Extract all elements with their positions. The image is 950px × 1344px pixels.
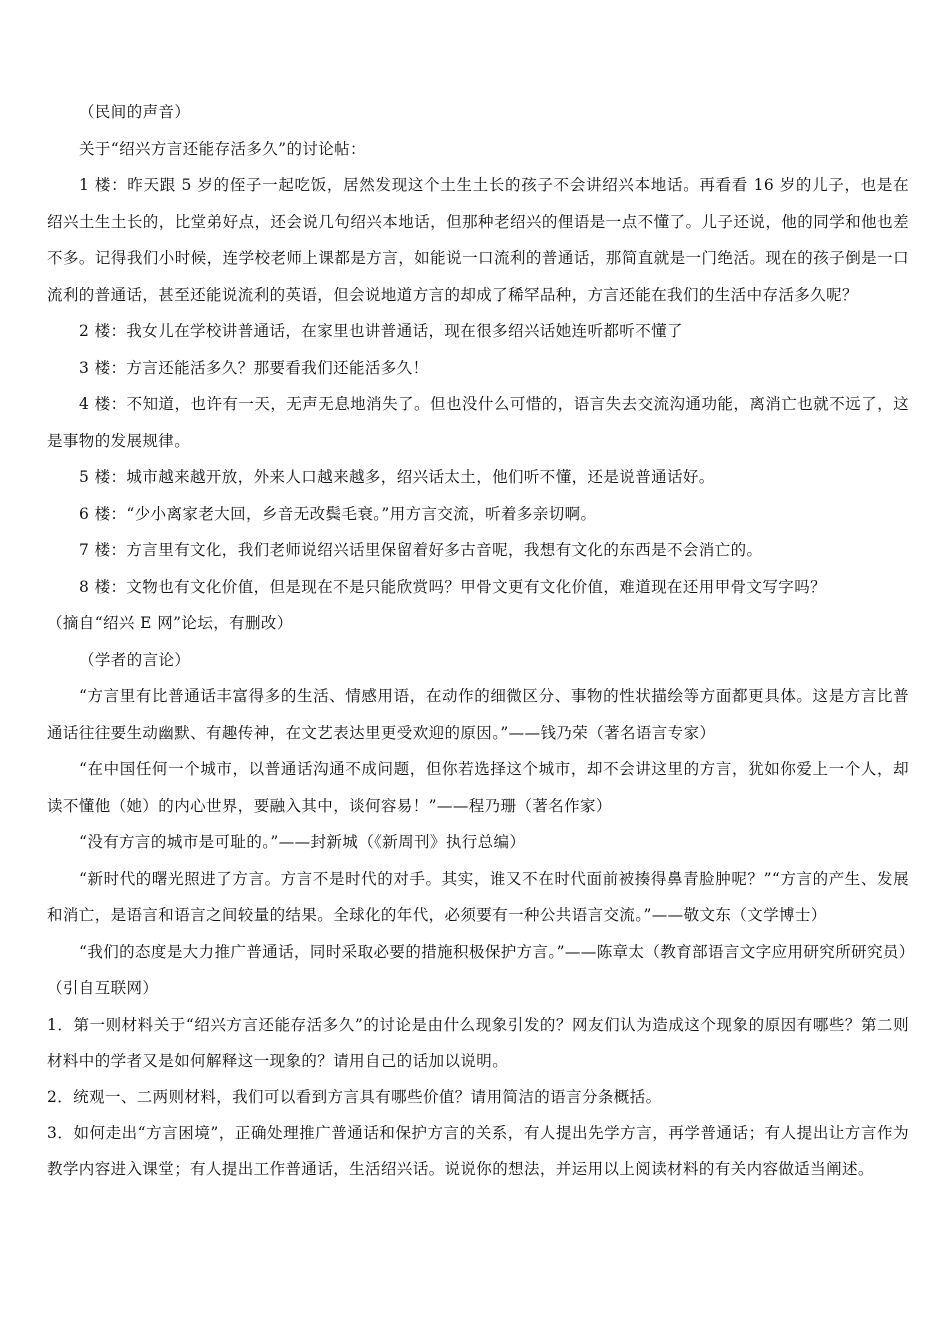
post-floor-5: 5 楼：城市越来越开放，外来人口越来越多，绍兴话太土，他们听不懂，还是说普通话好。 <box>79 468 715 486</box>
post-floor-6: 6 楼：“少小离家老大回，乡音无改鬓毛衰。”用方言交流，听着多亲切啊。 <box>79 504 597 523</box>
section1-intro: 关于“绍兴方言还能存活多久”的讨论帖： <box>79 139 366 158</box>
scholar-quote-1: “方言里有比普通话丰富得多的生活、情感用语，在动作的细微区分、事物的性状描绘等方面都更具体。这是方言比普通话往往要生动幽默、有趣传神，在文艺表达里更受欢迎的原因。”——钱乃荣（著名语言专家） <box>47 687 909 742</box>
question-1: 1．第一则材料关于“绍兴方言还能存活多久”的讨论是由什么现象引发的？网友们认为造成这个现象的原因有哪些？第二则材料中的学者又是如何解释这一现象的？请用自己的话加以说明。 <box>47 1015 909 1070</box>
scholar-quote-3: “没有方言的城市是可耻的。”——封新城（《新周刊》执行总编） <box>79 833 526 851</box>
section1-heading: （民间的声音） <box>79 103 191 121</box>
question-3: 3．如何走出“方言困境”，正确处理推广普通话和保护方言的关系，有人提出先学方言，再学普通话；有人提出让方言作为教学内容进入课堂；有人提出工作普通话，生活绍兴话。说说你的想法，并运用以上阅读材料的有关内容做适当阐述。 <box>47 1123 909 1178</box>
scholar-quote-2: “在中国任何一个城市，以普通话沟通不成问题，但你若选择这个城市，却不会讲这里的方言，犹如你爱上一个人，却读不懂他（她）的内心世界，要融入其中，谈何容易！”——程乃珊（著名作家） <box>47 760 909 815</box>
section1-source: （摘自“绍兴 E 网”论坛，有删改） <box>47 614 293 632</box>
post-floor-7: 7 楼：方言里有文化，我们老师说绍兴话里保留着好多古音呢，我想有文化的东西是不会消亡的。 <box>79 541 763 559</box>
section2-heading: （学者的言论） <box>79 650 191 669</box>
post-floor-2: 2 楼：我女儿在学校讲普通话，在家里也讲普通话，现在很多绍兴话她连听都听不懂了 <box>79 322 683 340</box>
post-floor-1: 1 楼：昨天跟 5 岁的侄子一起吃饭，居然发现这个土生土长的孩子不会讲绍兴本地话。再看看 16 岁的儿子，也是在绍兴土生土长的，比堂弟好点，还会说几句绍兴本地话，但那种老绍兴的俚语是一点不懂了。儿子还说，他的同学和他也差不多。记得我们小时候，连学校老师上课都是方言，如能说一口流利的普通话，那简直就是一门绝活。现在的孩子倒是一口流利的普通话，甚至还能说流利的英语，但会说地道方言的却成了稀罕品种，方言还能在我们的生活中存活多久呢？ <box>47 176 909 304</box>
post-floor-4: 4 楼：不知道，也许有一天，无声无息地消失了。但也没什么可惜的，语言失去交流沟通功能，离消亡也就不远了，这是事物的发展规律。 <box>47 395 909 450</box>
scholar-quote-5: “我们的态度是大力推广普通话，同时采取必要的措施积极保护方言。”——陈章太（教育部语言文字应用研究所研究员） <box>79 942 915 961</box>
post-floor-8: 8 楼：文物也有文化价值，但是现在不是只能欣赏吗？甲骨文更有文化价值，难道现在还用甲骨文写字吗？ <box>79 577 826 596</box>
document-body <box>47 94 915 1187</box>
post-floor-3: 3 楼：方言还能活多久？那要看我们还能活多久！ <box>79 358 429 377</box>
section2-source: （引自互联网） <box>47 979 159 997</box>
scholar-quote-4: “新时代的曙光照进了方言。方言不是时代的对手。其实，谁又不在时代面前被揍得鼻青脸肿呢？”“方言的产生、发展和消亡，是语言和语言之间较量的结果。全球化的年代，必须要有一种公共语言交流。”——敬文东（文学博士） <box>47 869 909 924</box>
question-2: 2．统观一、二两则材料，我们可以看到方言具有哪些价值？请用简洁的语言分条概括。 <box>47 1087 662 1106</box>
